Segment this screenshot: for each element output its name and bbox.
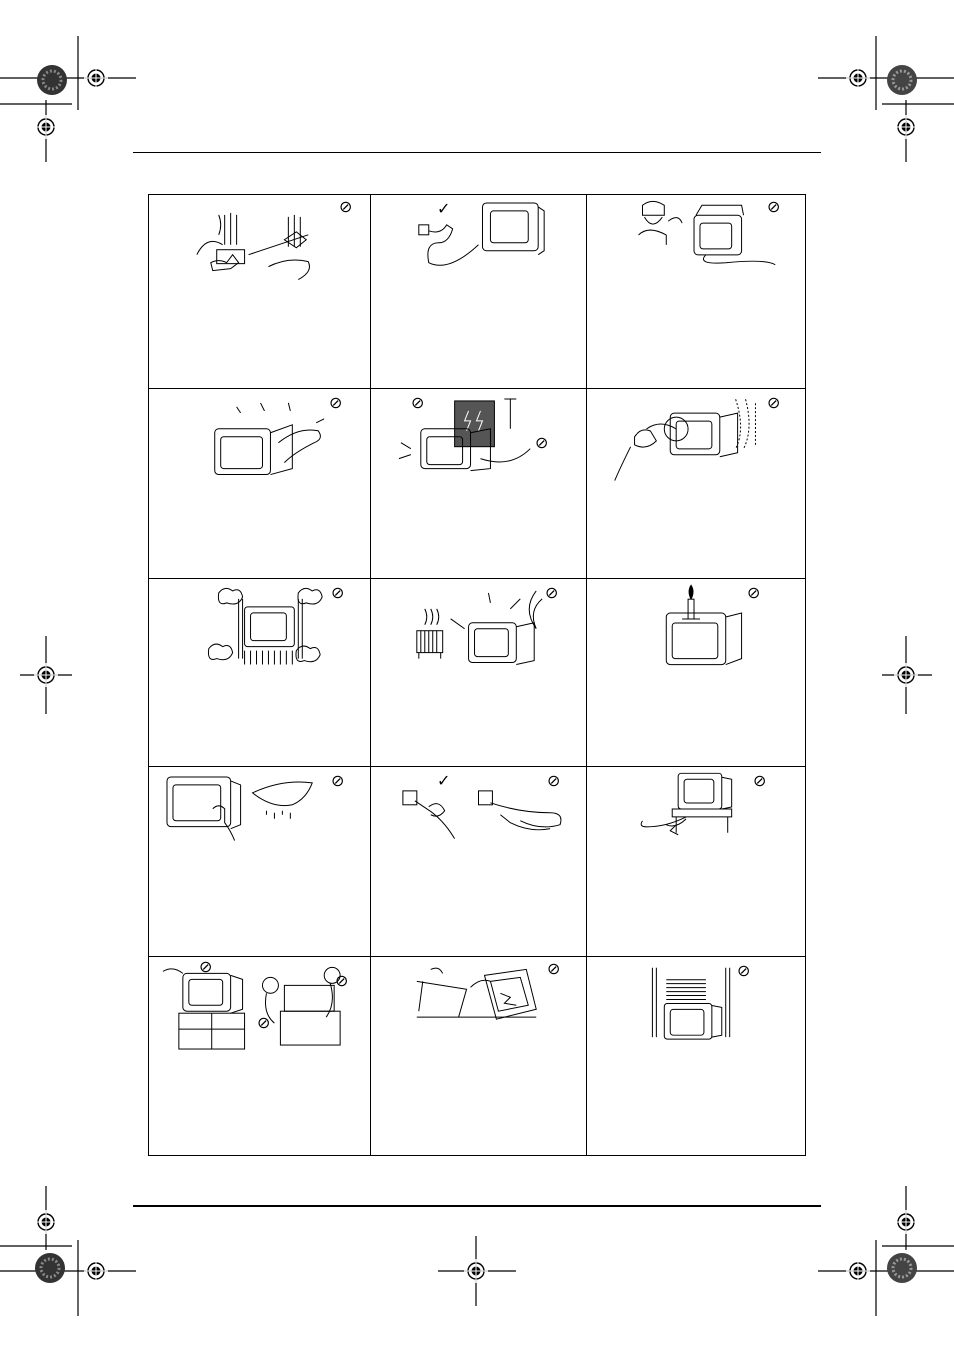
prohibited-icon: ⊘	[329, 393, 343, 412]
safety-cell-unstable	[371, 957, 587, 1155]
lightning-storm-icon	[371, 389, 586, 578]
safety-cell-candle	[587, 579, 805, 767]
prohibited-icon: ⊘	[411, 393, 425, 412]
check-icon: ✓	[437, 199, 451, 218]
prohibited-icon: ⊘	[737, 961, 751, 980]
overloaded-outlet-icon	[149, 195, 370, 388]
prohibited-icon: ⊘	[331, 771, 345, 790]
unplug-by-plug-icon	[371, 767, 586, 956]
prohibited-icon: ⊘	[747, 583, 761, 602]
unstable-stand-icon	[371, 957, 586, 1155]
safety-cell-plug-cord	[371, 195, 587, 389]
safety-cell-ventilation	[149, 579, 371, 767]
plug-power-cord-icon	[371, 195, 586, 388]
prohibited-icon: ⊘	[535, 433, 549, 452]
safety-cell-moisture	[587, 389, 805, 579]
footer-rule	[133, 1205, 821, 1207]
prohibited-icon: ⊘	[547, 959, 561, 978]
prohibited-icon: ⊘	[199, 957, 213, 976]
prohibited-icon: ⊘	[545, 583, 559, 602]
safety-cell-enclosed	[587, 957, 805, 1155]
blocked-ventilation-icon	[149, 579, 370, 766]
enclosed-space-icon	[587, 957, 805, 1155]
wet-cloth-cleaning-icon	[149, 767, 370, 956]
safety-cell-unplug	[371, 767, 587, 957]
prohibited-icon: ⊘	[331, 583, 345, 602]
safety-cell-children	[149, 957, 371, 1155]
prohibited-icon: ⊘	[547, 771, 561, 790]
safety-cell-heat	[371, 579, 587, 767]
prohibited-icon: ⊘	[767, 197, 781, 216]
safety-instructions-grid	[148, 194, 806, 1156]
objects-inside-tv-icon	[149, 389, 370, 578]
heat-sunlight-icon	[371, 579, 586, 766]
prohibited-icon: ⊘	[257, 1013, 271, 1032]
prohibited-icon: ⊘	[339, 197, 353, 216]
damaged-cord-icon	[587, 767, 805, 956]
prohibited-icon: ⊘	[753, 771, 767, 790]
prohibited-icon: ⊘	[335, 971, 349, 990]
safety-cell-service-technician	[587, 195, 805, 389]
safety-cell-objects-inside	[149, 389, 371, 579]
header-rule	[133, 152, 821, 153]
safety-cell-damaged-cord	[587, 767, 805, 957]
check-icon: ✓	[437, 771, 451, 790]
candle-on-tv-icon	[587, 579, 805, 766]
safety-cell-cleaning	[149, 767, 371, 957]
safety-cell-overloaded-outlet	[149, 195, 371, 389]
prohibited-icon: ⊘	[767, 393, 781, 412]
moisture-steam-icon	[587, 389, 805, 578]
safety-cell-lightning	[371, 389, 587, 579]
service-technician-icon	[587, 195, 805, 388]
